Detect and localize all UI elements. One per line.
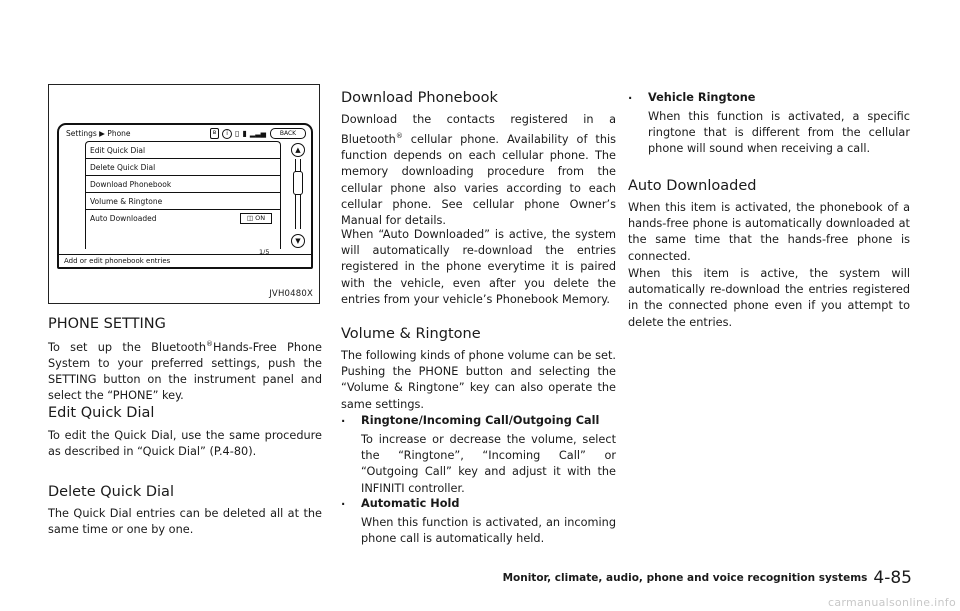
page-footer (503, 568, 912, 588)
bullet-icon: . (628, 89, 633, 102)
screen-footer-hint: Add or edit phonebook entries (59, 254, 311, 267)
download-phonebook-body-2: When “Auto Downloaded” is active, the system will automatically re-download the entries registered in the phone everytime it is paired with the vehicle, even after you delete the entries from your vehicle’s Phonebook Memory. (341, 228, 616, 306)
menu-item-auto-downloaded-label: Auto Downloaded (90, 214, 157, 223)
edit-quick-dial-body: To edit the Quick Dial, use the same procedure as described in “Quick Dial” (P.4-80). (48, 429, 322, 459)
back-button[interactable]: BACK (270, 128, 306, 139)
bullet-icon: . (341, 495, 346, 508)
heading-auto-downloaded: Auto Downloaded (628, 178, 757, 194)
signal-bars-icon: ▂▃▅ (249, 129, 266, 138)
auto-downloaded-body-2: When this item is active, the system will automatically re-download the entries registered in the connected phone even if you attempt to delete the entries. (628, 267, 910, 329)
screen-breadcrumb: Settings ▶ Phone (66, 129, 131, 138)
page-indicator: 1/5 (259, 248, 270, 256)
bullet-icon: . (341, 412, 346, 425)
screen-header (64, 128, 306, 139)
watermark: carmanualsonline.info (827, 596, 956, 609)
heading-delete-quick-dial: Delete Quick Dial (48, 484, 174, 500)
bluetooth-icon: ʙ (210, 128, 219, 139)
registered-mark: ® (395, 132, 403, 141)
heading-download-phonebook: Download Phonebook (341, 90, 498, 106)
phone-setting-figure (48, 84, 320, 304)
delete-quick-dial-body: The Quick Dial entries can be deleted all at the same time or one by one. (48, 507, 322, 537)
menu-item-volume-ringtone[interactable]: Volume & Ringtone (86, 193, 280, 210)
menu-item-download-phonebook[interactable]: Download Phonebook (86, 176, 280, 193)
registered-mark: ® (206, 340, 214, 348)
bullet-body-vehicle-ringtone: When this function is activated, a specific ringtone that is different from the cellular phone will sound when receiving a call. (648, 110, 910, 156)
download-phonebook-body-1b: cellular phone. Availability of this function depends on each cellular phone. The memory downloading procedure from the cellular phone also varies according to each cellular phone. See cellular phone Owner’s Manual for details. (341, 132, 616, 227)
phone-status-icon: i (222, 129, 232, 139)
footer-chapter-title: Monitor, climate, audio, phone and voice recognition systems (502, 572, 868, 584)
status-icons (210, 128, 266, 139)
scroll-down-icon[interactable]: ▼ (291, 234, 305, 248)
menu-item-auto-downloaded[interactable] (86, 210, 280, 227)
scroll-up-icon[interactable]: ▲ (291, 143, 305, 157)
toggle-label: ON (255, 214, 266, 222)
download-phonebook-body-1 (341, 112, 616, 229)
phone-setting-body-part1: To set up the Bluetooth (48, 340, 207, 354)
signal-icon: ▮ (242, 128, 247, 138)
heading-edit-quick-dial: Edit Quick Dial (48, 405, 155, 421)
nav-screen (57, 123, 313, 269)
phone-setting-body (48, 336, 322, 405)
auto-downloaded-body-1: When this item is activated, the phonebook of a hands-free phone is automatically downloaded at the same time that the hands-free phone is connected. (628, 201, 910, 263)
battery-icon: ▯ (235, 128, 240, 138)
scroll-thumb[interactable] (293, 171, 303, 195)
phone-settings-menu (85, 141, 281, 249)
heading-volume-ringtone: Volume & Ringtone (341, 326, 481, 342)
menu-item-edit-quick-dial[interactable]: Edit Quick Dial (86, 142, 280, 159)
volume-ringtone-body: The following kinds of phone volume can be set. Pushing the PHONE button and selecting the “Volume & Ringtone” key can also operate the same settings. (341, 349, 616, 411)
bullet-body-ringtone: To increase or decrease the volume, select the “Ringtone”, “Incoming Call” or “Outgoing Call” key and adjust it with the INFINITI controller. (361, 433, 616, 495)
bullet-body-automatic-hold: When this function is activated, an incoming phone call is automatically held. (361, 516, 616, 546)
bullet-title-vehicle-ringtone: Vehicle Ringtone (648, 91, 756, 104)
auto-downloaded-toggle[interactable] (240, 213, 272, 224)
download-phonebook-body-1a: Download the contacts registered in a Bluetooth (341, 113, 616, 146)
phone-setting-body-part2: Hands-Free Phone System to your preferred settings, push the SETTING button on the instrument panel and select the “PHONE” key. (48, 340, 322, 403)
menu-item-delete-quick-dial[interactable]: Delete Quick Dial (86, 159, 280, 176)
bullet-title-ringtone: Ringtone/Incoming Call/Outgoing Call (361, 414, 600, 427)
footer-page-number: 4-85 (873, 568, 912, 588)
heading-phone-setting: PHONE SETTING (48, 316, 166, 332)
toggle-indicator-icon: ◫ (246, 214, 254, 222)
figure-code: JVH0480X (269, 289, 313, 299)
bullet-title-automatic-hold: Automatic Hold (361, 497, 460, 510)
